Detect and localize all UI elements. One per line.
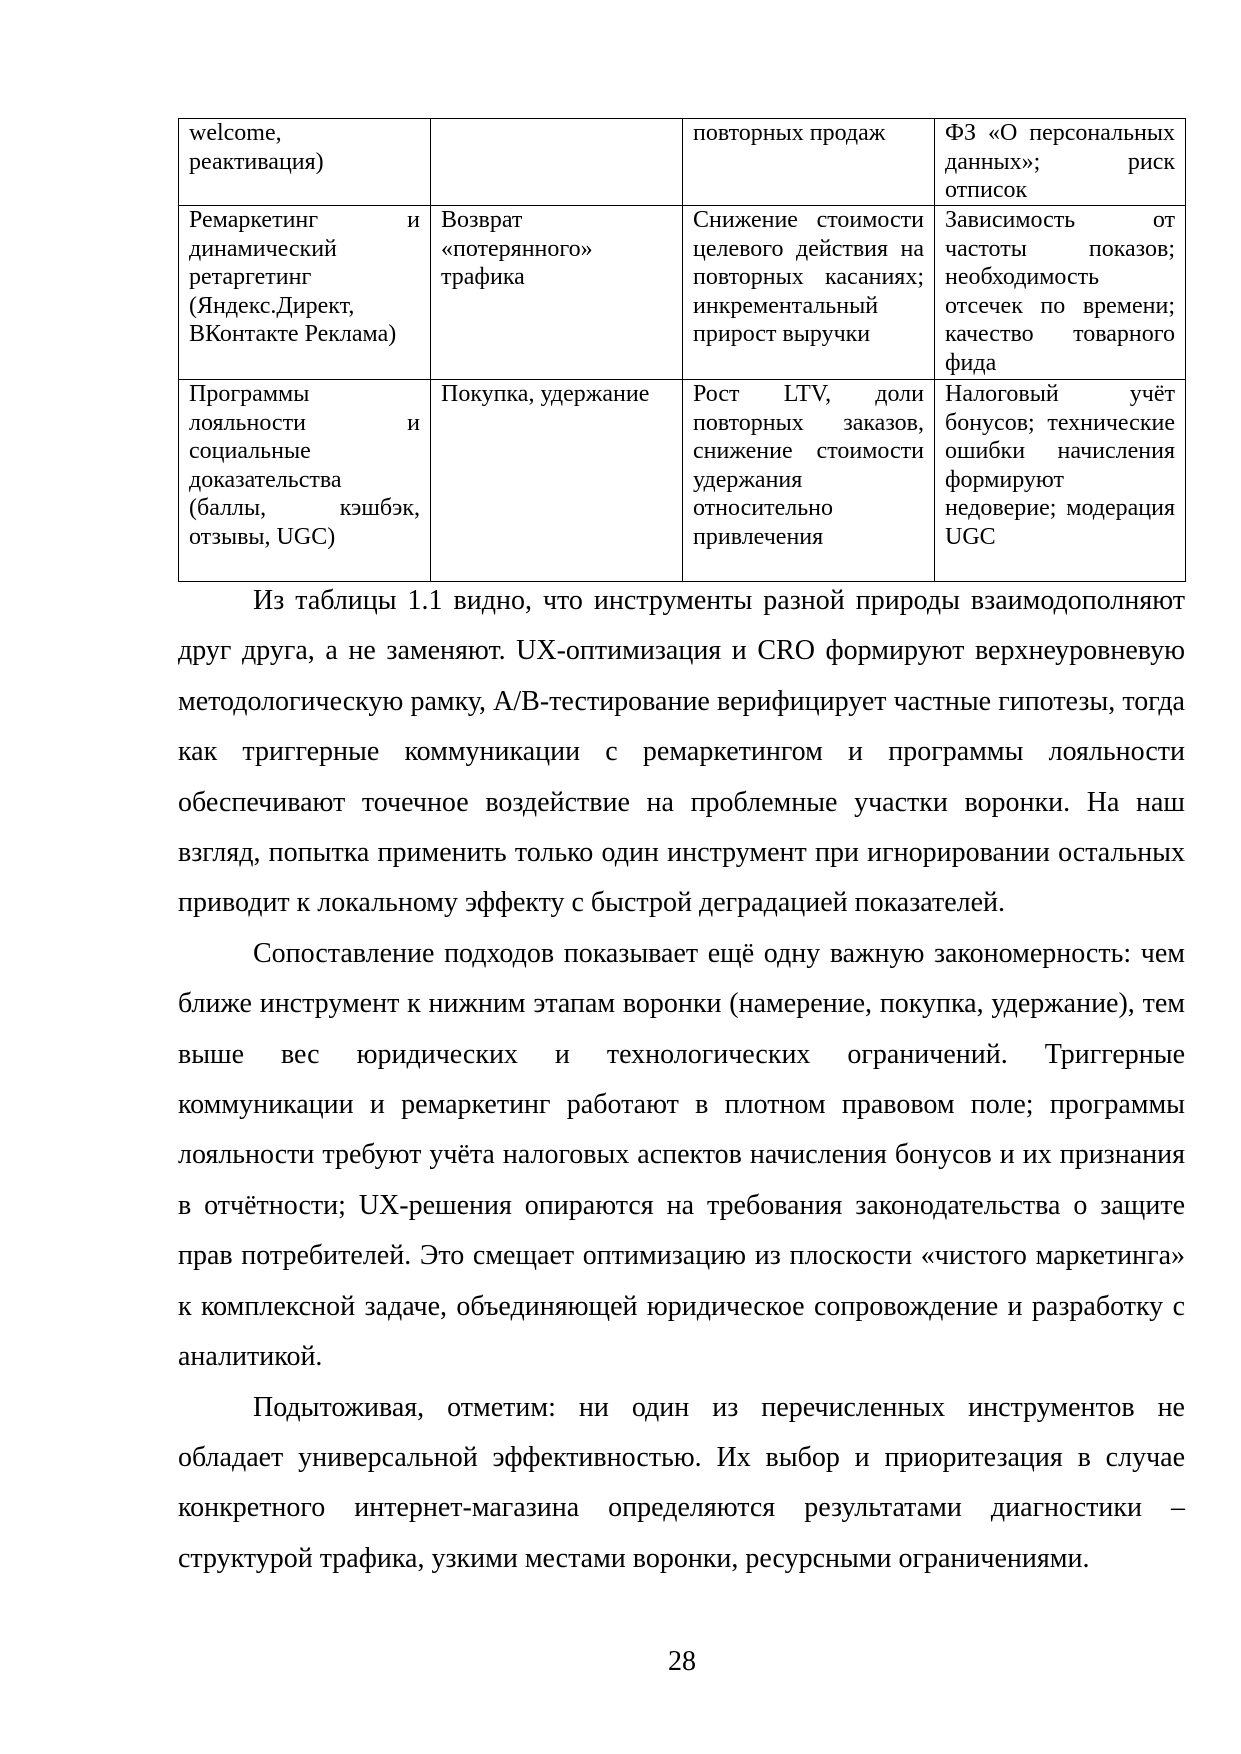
table-cell: Рост LTV, доли повторных заказов, снижение стоимости удержания относительно привлечения <box>683 380 935 582</box>
paragraph: Подытоживая, отметим: ни один из перечисленных инструментов не обладает универсальной эффективностью. Их выбор и приоритезация в случае конкретного интернет-магазина определяются результатами диагностики – структурой трафика, узкими местами воронки, ресурсными ограничениями. <box>178 1391 1185 1574</box>
table-cell: Налоговый учёт бонусов; технические ошибки начисления формируют недоверие; модерация UGC <box>935 380 1186 582</box>
table-row <box>179 119 1186 206</box>
table-cell: Возврат «потерянного» трафика <box>431 206 683 380</box>
table-cell: Снижение стоимости целевого действия на повторных касаниях; инкрементальный прирост выручки <box>683 206 935 380</box>
body-text <box>178 576 1185 1584</box>
paragraph: Из таблицы 1.1 видно, что инструменты разной природы взаимодополняют друг друга, а не заменяют. UX-оптимизация и CRO формируют верхнеуровневую методологическую рамку, A/B-тестирование верифицирует частные гипотезы, тогда как триггерные коммуникации с ремаркетингом и программы лояльности обеспечивают точечное воздействие на проблемные участки воронки. На наш взгляд, попытка применить только один инструмент при игнорировании остальных приводит к локальному эффекту с быстрой деградацией показателей. <box>178 585 1185 919</box>
table-row <box>179 380 1186 582</box>
table-cell: повторных продаж <box>683 119 935 206</box>
paragraph: Сопоставление подходов показывает ещё одну важную закономерность: чем ближе инструмент к нижним этапам воронки (намерение, покупка, удержание), тем выше вес юридических и технологических ограничений. Триггерные коммуникации и ремаркетинг работают в плотном правовом поле; программы лояльности требуют учёта налоговых аспектов начисления бонусов и их признания в отчётности; UX-решения опираются на требования законодательства о защите прав потребителей. Это смещает оптимизацию из плоскости «чистого маркетинга» к комплексной задаче, объединяющей юридическое сопровождение и разработку с аналитикой. <box>178 937 1185 1373</box>
table-cell: Ремаркетинг и динамический ретаргетинг (Яндекс.Директ, ВКонтакте Реклама) <box>179 206 431 380</box>
table-cell: Программы лояльности и социальные доказательства (баллы, кэшбэк, отзывы, UGC) <box>179 380 431 582</box>
table-cell: Зависимость от частоты показов; необходимость отсечек по времени; качество товарного фида <box>935 206 1186 380</box>
table-cell: Покупка, удержание <box>431 380 683 582</box>
table-cell: ФЗ «О персональных данных»; риск отписок <box>935 119 1186 206</box>
table-cell: welcome, реактивация) <box>179 119 431 206</box>
table-cell <box>431 119 683 206</box>
table-row <box>179 206 1186 380</box>
comparison-table <box>178 118 1186 582</box>
page-number: 28 <box>668 1646 696 1677</box>
